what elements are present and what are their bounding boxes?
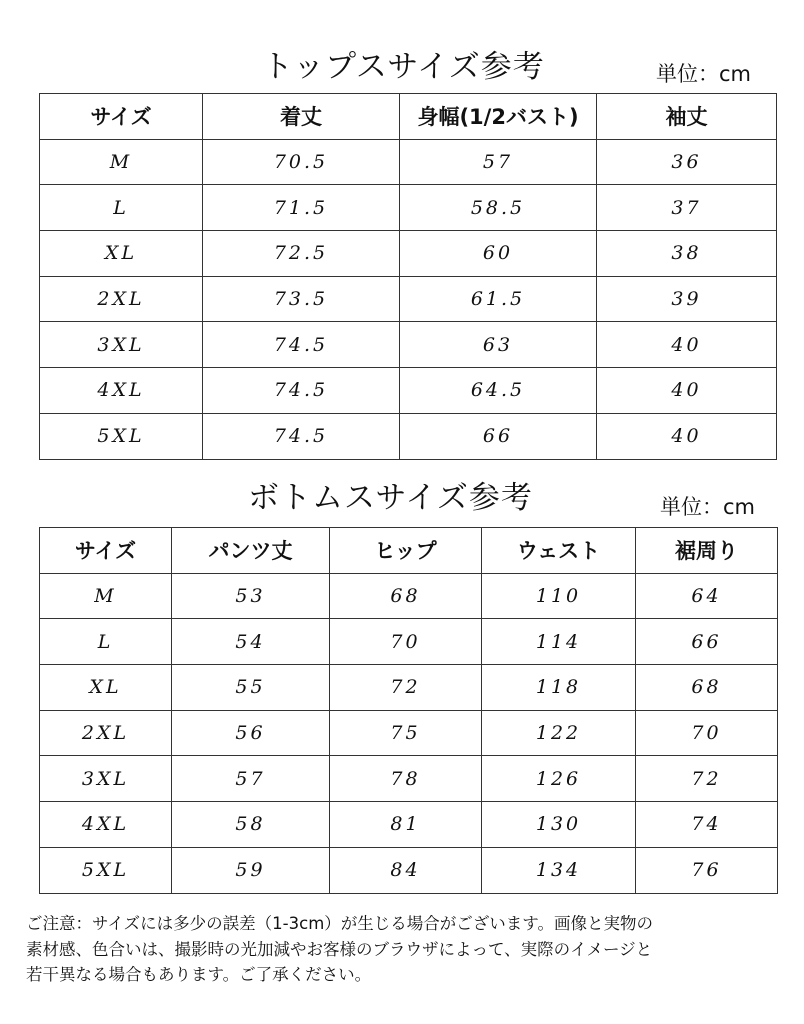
- hip-cell: 75: [330, 710, 482, 756]
- table-row: [40, 619, 778, 665]
- pants-length-cell: 53: [172, 573, 330, 619]
- hem-cell: 66: [636, 619, 778, 665]
- size-cell: XL: [40, 231, 203, 277]
- hip-cell: 70: [330, 619, 482, 665]
- table-header-row: [40, 94, 777, 140]
- pants-length-cell: 54: [172, 619, 330, 665]
- sleeve-cell: 37: [597, 185, 777, 231]
- length-cell: 74.5: [203, 368, 400, 414]
- width-cell: 58.5: [400, 185, 597, 231]
- waist-cell: 122: [482, 710, 636, 756]
- header-hip: ヒップ: [330, 528, 482, 574]
- pants-length-cell: 59: [172, 847, 330, 893]
- table-row: [40, 185, 777, 231]
- waist-cell: 126: [482, 756, 636, 802]
- note-line: 若干異なる場合もあります。ご了承ください。: [26, 965, 372, 984]
- sleeve-cell: 40: [597, 322, 777, 368]
- hem-cell: 76: [636, 847, 778, 893]
- header-sleeve: 袖丈: [597, 94, 777, 140]
- sleeve-cell: 36: [597, 139, 777, 185]
- waist-cell: 134: [482, 847, 636, 893]
- sleeve-cell: 38: [597, 231, 777, 277]
- width-cell: 60: [400, 231, 597, 277]
- width-cell: 64.5: [400, 368, 597, 414]
- pants-length-cell: 57: [172, 756, 330, 802]
- size-cell: 4XL: [40, 368, 203, 414]
- length-cell: 74.5: [203, 322, 400, 368]
- table-row: [40, 322, 777, 368]
- hip-cell: 84: [330, 847, 482, 893]
- size-cell: 4XL: [40, 802, 172, 848]
- bottoms-size-title: ボトムスサイズ参考: [248, 480, 533, 516]
- waist-cell: 114: [482, 619, 636, 665]
- sleeve-cell: 40: [597, 413, 777, 459]
- table-row: [40, 413, 777, 459]
- size-cell: 3XL: [40, 322, 203, 368]
- length-cell: 71.5: [203, 185, 400, 231]
- waist-cell: 118: [482, 665, 636, 711]
- tops-size-title: トップスサイズ参考: [262, 49, 545, 85]
- hem-cell: 64: [636, 573, 778, 619]
- size-cell: L: [40, 185, 203, 231]
- header-width: 身幅(1/2バスト): [400, 94, 597, 140]
- table-row: [40, 665, 778, 711]
- length-cell: 73.5: [203, 276, 400, 322]
- note-line: ご注意：サイズには多少の誤差（1-3cm）が生じる場合がございます。画像と実物の: [26, 914, 653, 933]
- size-cell: 5XL: [40, 847, 172, 893]
- size-cell: 2XL: [40, 710, 172, 756]
- size-cell: XL: [40, 665, 172, 711]
- waist-cell: 130: [482, 802, 636, 848]
- pants-length-cell: 56: [172, 710, 330, 756]
- table-row: [40, 710, 778, 756]
- table-header-row: [40, 528, 778, 574]
- hem-cell: 74: [636, 802, 778, 848]
- hip-cell: 72: [330, 665, 482, 711]
- table-row: [40, 756, 778, 802]
- header-size: サイズ: [40, 528, 172, 574]
- table-row: [40, 139, 777, 185]
- hip-cell: 78: [330, 756, 482, 802]
- hip-cell: 68: [330, 573, 482, 619]
- header-length: 着丈: [203, 94, 400, 140]
- size-cell: M: [40, 573, 172, 619]
- tops-unit-label: 単位：cm: [656, 62, 752, 86]
- sleeve-cell: 40: [597, 368, 777, 414]
- table-row: [40, 368, 777, 414]
- hem-cell: 68: [636, 665, 778, 711]
- header-waist: ウェスト: [482, 528, 636, 574]
- size-cell: 5XL: [40, 413, 203, 459]
- header-size: サイズ: [40, 94, 203, 140]
- sleeve-cell: 39: [597, 276, 777, 322]
- table-row: [40, 847, 778, 893]
- table-row: [40, 276, 777, 322]
- table-row: [40, 231, 777, 277]
- size-disclaimer-note: [26, 911, 786, 988]
- size-cell: M: [40, 139, 203, 185]
- tops-size-table: [39, 93, 777, 460]
- table-row: [40, 573, 778, 619]
- length-cell: 72.5: [203, 231, 400, 277]
- hip-cell: 81: [330, 802, 482, 848]
- width-cell: 63: [400, 322, 597, 368]
- size-cell: 2XL: [40, 276, 203, 322]
- note-line: 素材感、色合いは、撮影時の光加減やお客様のブラウザによって、実際のイメージと: [26, 939, 653, 959]
- table-row: [40, 802, 778, 848]
- pants-length-cell: 58: [172, 802, 330, 848]
- length-cell: 74.5: [203, 413, 400, 459]
- bottoms-unit-label: 単位：cm: [660, 495, 756, 519]
- hem-cell: 70: [636, 710, 778, 756]
- hem-cell: 72: [636, 756, 778, 802]
- pants-length-cell: 55: [172, 665, 330, 711]
- width-cell: 66: [400, 413, 597, 459]
- size-cell: L: [40, 619, 172, 665]
- length-cell: 70.5: [203, 139, 400, 185]
- header-pants-length: パンツ丈: [172, 528, 330, 574]
- bottoms-size-table: [39, 527, 778, 894]
- size-cell: 3XL: [40, 756, 172, 802]
- width-cell: 61.5: [400, 276, 597, 322]
- header-hem: 裾周り: [636, 528, 778, 574]
- waist-cell: 110: [482, 573, 636, 619]
- width-cell: 57: [400, 139, 597, 185]
